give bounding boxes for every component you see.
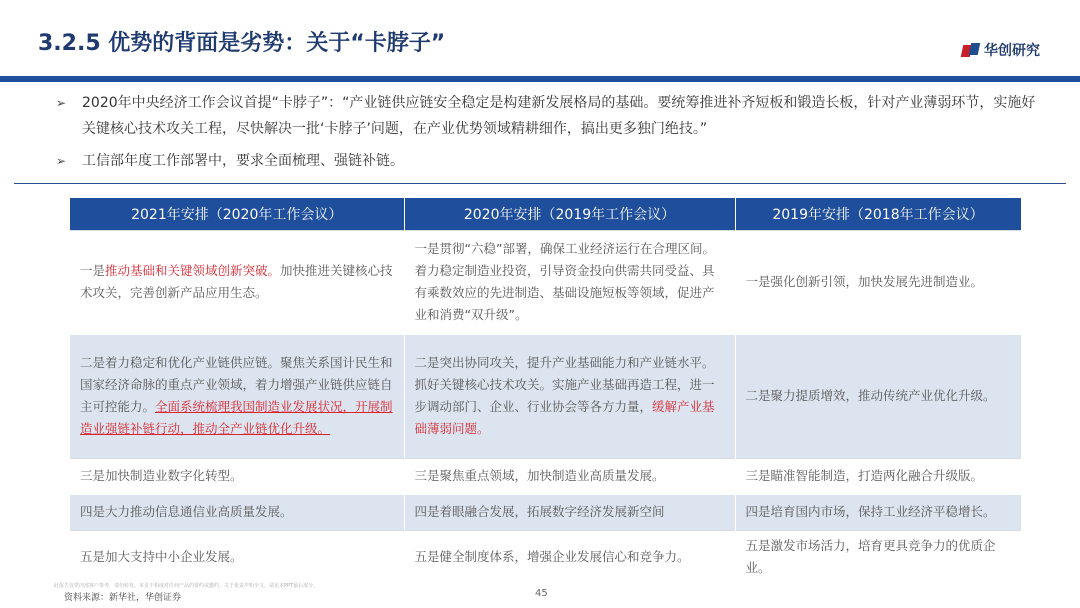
table-cell: 二是着力稳定和优化产业链供应链。聚焦关系国计民生和国家经济命脉的重点产业领域，着力增强产业链供应链自主可控能力。全面系统梳理我国制造业发展状况，开展制造业强链补链行动，推动全产业链优化升级。 [70,334,404,458]
page-title: 3.2.5 优势的背面是劣势：关于“卡脖子” [38,31,446,56]
table-cell: 五是加大支持中小企业发展。 [70,530,404,583]
table-cell: 三是加快制造业数字化转型。 [70,458,404,494]
table-cell: 四是培育国内市场，保持工业经济平稳增长。 [735,494,1021,530]
table-cell: 五是健全制度体系，增强企业发展信心和竞争力。 [404,530,735,583]
bullet-text: 2020年中央经济工作会议首提“卡脖子”：“产业链供应链安全稳定是构建新发展格局的基础。要统筹推进补齐短板和锻造长板，针对产业薄弱环节，实施好关键核心技术攻关工程，尽快解决一批‘卡脖子’问题，在产业优势领域精耕细作，搞出更多独门绝技。” [82,95,1036,137]
table-header-row [70,198,1021,230]
bullet-item [56,90,1036,142]
table-cell: 五是激发市场活力，培育更具竞争力的优质企业。 [735,530,1021,583]
highlight-text: 全面系统梳理我国制造业发展状况，开展制造业强链补链行动，推动全产业链优化升级。 [80,399,393,436]
disclaimer: 此报告仅供内部客户参考，请勿转发。本页不构成对任何产品的要约或邀约。关于免责声明全文，请见本PPT最后部分。 [54,583,319,589]
arrow-bullet-icon: ➢ [56,154,67,168]
table-row [70,230,1021,334]
table-row [70,458,1021,494]
table-cell: 三是瞄准智能制造，打造两化融合升级版。 [735,458,1021,494]
bullet-item [56,148,1036,174]
arrow-bullet-icon: ➢ [56,96,67,110]
source-note: 资料来源：新华社，华创证券 [64,593,182,603]
header-divider [0,76,1080,82]
table-cell: 一是推动基础和关键领域创新突破。加快推进关键核心技术攻关，完善创新产品应用生态。 [70,230,404,334]
huachuang-logo-icon [962,42,980,58]
table-cell: 二是聚力提质增效，推动传统产业优化升级。 [735,334,1021,458]
table-row [70,494,1021,530]
section-divider [14,183,1066,184]
table-row [70,334,1021,458]
column-header: 2021年安排（2020年工作会议） [70,198,404,230]
highlight-text: 推动基础和关键领域创新突破。 [105,263,281,278]
work-plan-table [70,198,1022,583]
highlight-text: 缓解产业基础薄弱问题。 [414,399,715,436]
column-header: 2019年安排（2018年工作会议） [735,198,1021,230]
table-cell: 四是大力推动信息通信业高质量发展。 [70,494,404,530]
table-cell: 四是着眼融合发展，拓展数字经济发展新空间 [404,494,735,530]
table-cell: 一是贯彻“六稳”部署，确保工业经济运行在合理区间。着力稳定制造业投资，引导资金投向供需共同受益、具有乘数效应的先进制造、基础设施短板等领域，促进产业和消费“双升级”。 [404,230,735,334]
page-number: 45 [535,588,548,599]
logo-text: 华创研究 [984,43,1040,59]
table-row [70,530,1021,583]
table-cell: 二是突出协同攻关，提升产业基础能力和产业链水平。抓好关键核心技术攻关。实施产业基础再造工程，进一步调动部门、企业、行业协会等各方力量，缓解产业基础薄弱问题。 [404,334,735,458]
bullet-text: 工信部年度工作部署中，要求全面梳理、强链补链。 [82,153,404,169]
brand-logo [962,40,1040,60]
bullet-list [56,90,1036,174]
column-header: 2020年安排（2019年工作会议） [404,198,735,230]
table-cell: 三是聚焦重点领域，加快制造业高质量发展。 [404,458,735,494]
table-cell: 一是强化创新引领，加快发展先进制造业。 [735,230,1021,334]
